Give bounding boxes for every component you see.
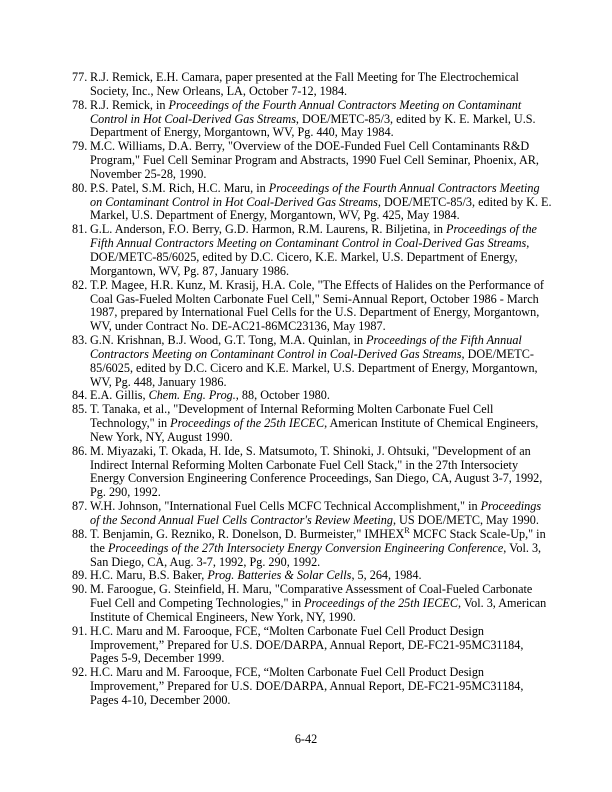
reference-segment: M. Miyazaki, T. Okada, H. Ide, S. Matsumoto, T. Shinoki, J. Ohtsuki, "Development of an Indirect Internal Reforming Molten Carbonate Fuel Cell Stack," in the 27th Intersociety Energy Conversion Engineering Conference Proceedings, San Diego, CA, August 3-7, 1992, Pg. 290, 1992. [90, 443, 543, 500]
reference-item [72, 182, 552, 224]
reference-number: 85. [72, 402, 88, 417]
reference-number: 88. [72, 526, 88, 541]
reference-segment: , Vol. 3, American Institute of Chemical Engineers, New York, NY, 1990. [90, 596, 547, 624]
reference-number: 90. [72, 582, 88, 597]
reference-text [90, 99, 552, 141]
reference-title-italic: Proceedings of the 25th IECEC [304, 596, 459, 611]
reference-item [72, 223, 552, 278]
reference-text [90, 666, 552, 708]
reference-segment: , US DOE/METC, May 1990. [392, 513, 539, 527]
reference-text [90, 279, 552, 334]
reference-segment: W.H. Johnson, "International Fuel Cells MCFC Technical Accomplishment," in [90, 499, 481, 514]
reference-title-italic: Proceedings of the Fifth Annual Contractors Meeting on Contaminant Control in Coal-Derived Gas Streams, [90, 222, 537, 251]
reference-item [72, 403, 552, 445]
reference-segment: , American Institute of Chemical Engineers, New York, NY, August 1990. [90, 416, 539, 444]
reference-item [72, 140, 552, 182]
reference-text [90, 525, 552, 570]
reference-number: 83. [72, 333, 88, 348]
reference-segment: , 5, 264, 1984. [351, 568, 422, 583]
reference-title-italic: Proceedings of the Fifth Annual Contractors Meeting on Contaminant Control in Coal-Derived Gas Streams, [90, 333, 522, 361]
reference-item [72, 583, 552, 625]
reference-title-italic: Proceedings of the Fourth Annual Contractors Meeting on Contaminant Control in Hot Coal-Derived Gas Streams, [90, 97, 522, 126]
registered-mark: R [404, 525, 410, 535]
reference-number: 82. [72, 277, 88, 292]
reference-title-italic: Prog. Batteries & Solar Cells [207, 568, 352, 583]
reference-item [72, 279, 552, 334]
reference-text [90, 389, 552, 403]
reference-number: 78. [72, 97, 88, 112]
reference-number: 84. [72, 388, 88, 403]
reference-text [90, 140, 552, 182]
reference-text [90, 71, 552, 99]
reference-segment: M. Faroogue, G. Steinfield, H. Maru, "Comparative Assessment of Coal-Fueled Carbonate Fuel Cell and Competing Technologies," in [90, 582, 533, 611]
reference-number: 80. [72, 180, 88, 195]
reference-segment: H.C. Maru, B.S. Baker, [90, 568, 208, 583]
reference-item [72, 666, 552, 708]
reference-segment: T.P. Magee, H.R. Kunz, M. Krasij, H.A. Cole, "The Effects of Halides on the Performance of Coal Gas-Fueled Molten Carbonate Fuel Cell," Semi-Annual Report, October 1986 - March 1987, prepared by International Fuel Cells for the U.S. Department of Energy, Morgantown, WV, under Contract No. DE-AC21-86MC23136, May 1987. [90, 277, 544, 334]
page-number: 6-42 [294, 732, 318, 746]
reference-segment: G.L. Anderson, F.O. Berry, G.D. Harmon, R.M. Laurens, R. Biljetina, in [90, 222, 447, 237]
reference-item [72, 99, 552, 141]
reference-item [72, 445, 552, 500]
reference-number: 77. [72, 70, 88, 84]
reference-text [90, 500, 552, 528]
reference-item [72, 625, 552, 667]
reference-text [90, 223, 552, 278]
reference-number: 89. [72, 568, 88, 583]
reference-item [72, 525, 552, 570]
reference-number: 91. [72, 623, 88, 638]
reference-list [72, 71, 552, 708]
reference-text [90, 182, 552, 224]
reference-segment: P.S. Patel, S.M. Rich, H.C. Maru, in [90, 180, 269, 195]
reference-segment: T. Tanaka, et al., "Development of Internal Reforming Molten Carbonate Fuel Cell Technology," in [90, 402, 494, 431]
reference-title-italic: Proceedings of the 27th Intersociety Energy Conversion Engineering Conference [107, 540, 504, 555]
reference-text [90, 445, 552, 500]
reference-segment: DOE/METC-85/6025, edited by D.C. Cicero and K.E. Markel, U.S. Department of Energy, Morgantown, WV, Pg. 448, January 1986. [90, 346, 538, 389]
reference-segment: H.C. Maru and M. Farooque, FCE, “Molten Carbonate Fuel Cell Product Design Improvement,” Prepared for U.S. DOE/DARPA, Annual Report, DE-FC21-95MC31184, Pages 4-10, December 2000. [90, 665, 524, 707]
reference-segment: R.J. Remick, E.H. Camara, paper presented at the Fall Meeting for The Electrochemical Society, Inc., New Orleans, LA, October 7-12, 1984. [90, 70, 519, 98]
reference-segment: DOE/METC-85/6025, edited by D.C. Cicero, K.E. Markel, U.S. Department of Energy, Morgantown, WV, Pg. 87, January 1986. [90, 249, 518, 278]
reference-item [72, 569, 552, 583]
reference-number: 79. [72, 139, 88, 154]
reference-segment: T. Benjamin, G. Rezniko, R. Donelson, D. Burmeister," IMHEX [90, 526, 405, 541]
reference-number: 86. [72, 443, 88, 458]
reference-text [90, 625, 552, 667]
reference-segment: E.A. Gillis, [90, 388, 149, 403]
reference-text [90, 583, 552, 625]
reference-title-italic: Proceedings of the Fourth Annual Contractors Meeting on Contaminant Control in Hot Coal-Derived Gas Streams, [90, 180, 540, 209]
reference-number: 81. [72, 222, 88, 237]
reference-text [90, 569, 552, 583]
reference-segment: DOE/METC-85/3, edited by K. E. Markel, U.S. Department of Energy, Morgantown, WV, Pg. 425, May 1984. [90, 194, 552, 223]
reference-item [72, 334, 552, 389]
reference-title-italic: Chem. Eng. Prog., [148, 388, 239, 403]
reference-number: 92. [72, 665, 88, 680]
reference-item [72, 500, 552, 528]
reference-segment: G.N. Krishnan, B.J. Wood, G.T. Tong, M.A. Quinlan, in [90, 333, 367, 348]
reference-segment: 88, October 1980. [238, 388, 330, 403]
reference-segment: H.C. Maru and M. Farooque, FCE, “Molten Carbonate Fuel Cell Product Design Improvement,” Prepared for U.S. DOE/DARPA, Annual Report, DE-FC21-95MC31184, Pages 5-9, December 1999. [90, 623, 524, 666]
reference-number: 87. [72, 499, 88, 514]
reference-item [72, 389, 552, 403]
reference-title-italic: Proceedings of the Second Annual Fuel Cells Contractor's Review Meeting [90, 499, 542, 527]
reference-title-italic: Proceedings of the 25th IECEC [170, 416, 325, 431]
reference-segment: R.J. Remick, in [90, 97, 169, 112]
reference-segment: DOE/METC-85/3, edited by K. E. Markel, U.S. Department of Energy, Morgantown, WV, Pg. 440, May 1984. [90, 111, 536, 140]
reference-text [90, 403, 552, 445]
reference-segment: M.C. Williams, D.A. Berry, "Overview of the DOE-Funded Fuel Cell Contaminants R&D Program," Fuel Cell Seminar Program and Abstracts, 1990 Fuel Cell Seminar, Phoenix, AR, November 25-28, 1990. [90, 139, 539, 181]
reference-segment: , Vol. 3, San Diego, CA, Aug. 3-7, 1992, Pg. 290, 1992. [90, 540, 542, 569]
reference-text [90, 334, 552, 389]
reference-segment: MCFC Stack Scale-Up," in the [90, 526, 546, 555]
reference-item [72, 71, 552, 99]
